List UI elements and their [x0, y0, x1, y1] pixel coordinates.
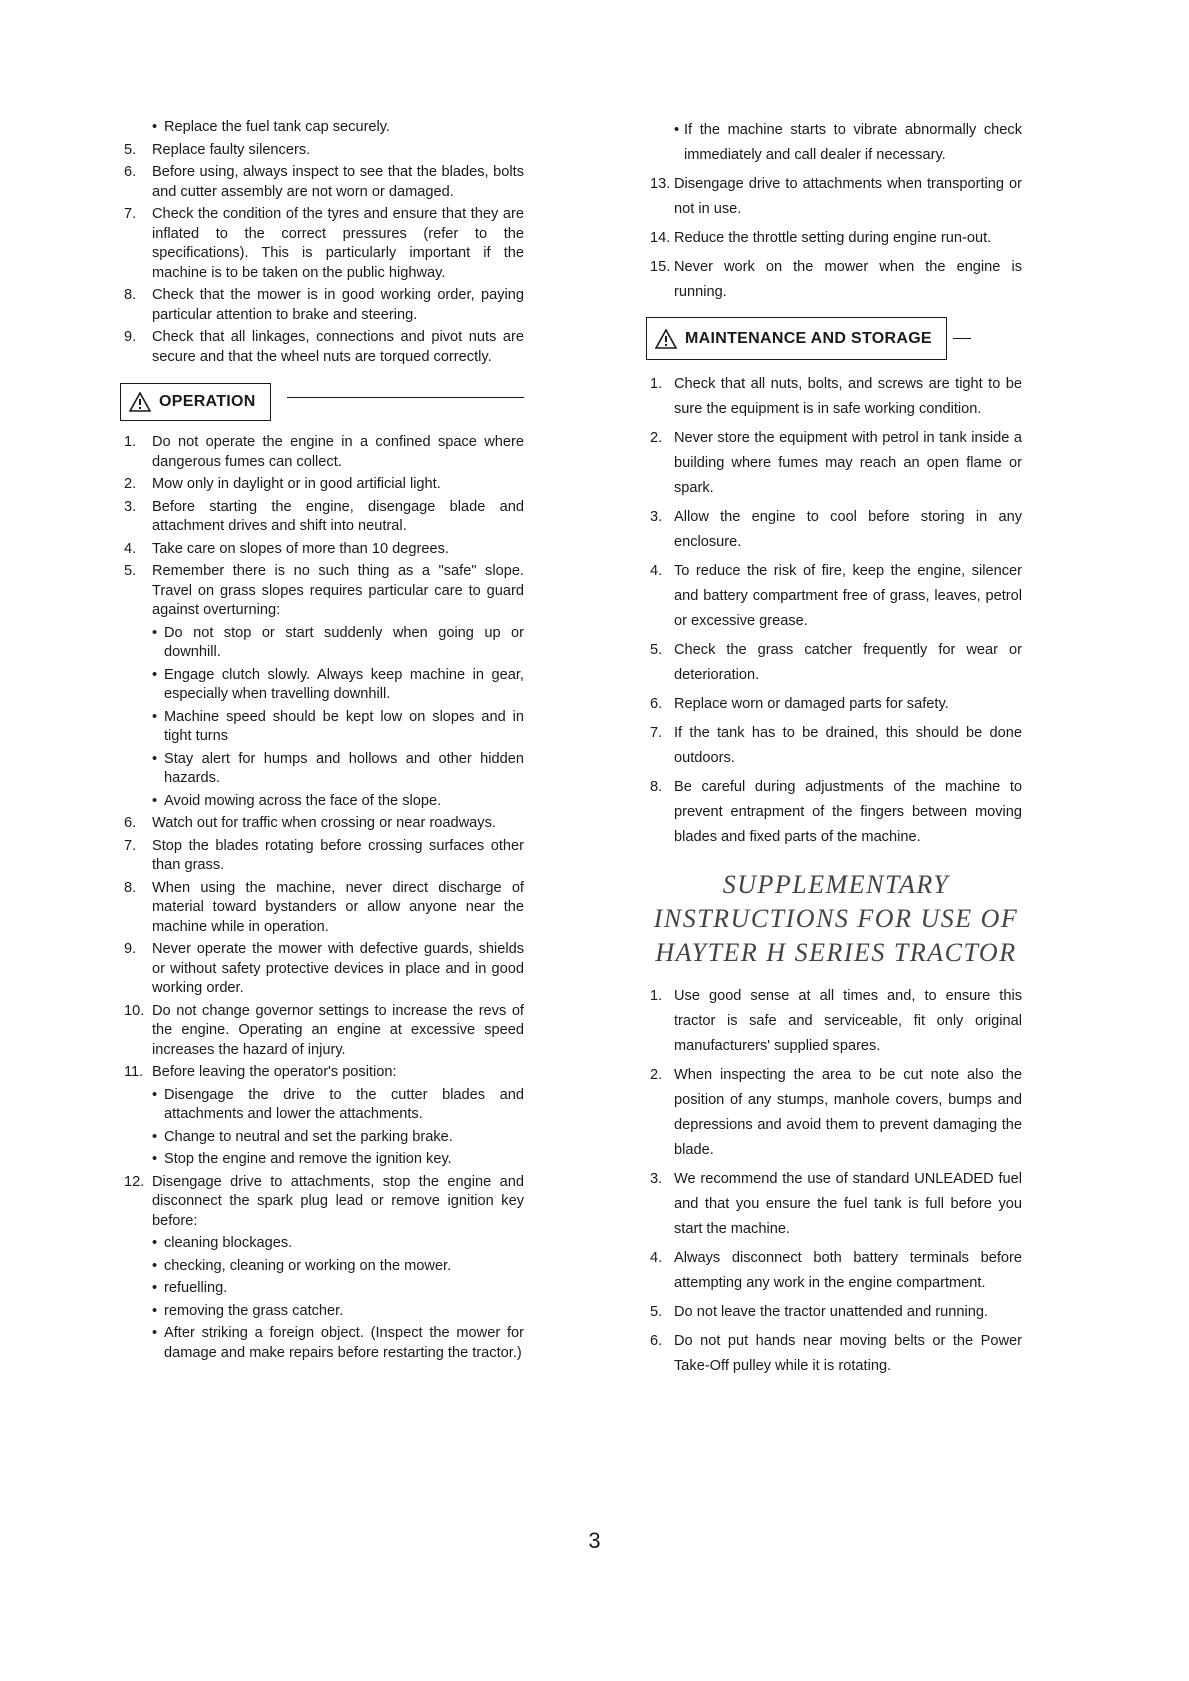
- list-item: 6. Replace worn or damaged parts for safety.: [650, 696, 949, 712]
- list-item: 7. If the tank has to be drained, this should be done outdoors.: [650, 725, 1022, 766]
- list-item: 9. Check that all linkages, connections and pivot nuts are secure and that the wheel nuts are torqued correctly.: [124, 329, 524, 365]
- supplementary-title: SUPPLEMENTARY INSTRUCTIONS FOR USE OF HAYTER H SERIES TRACTOR: [653, 870, 1019, 967]
- list-item: 4. Take care on slopes of more than 10 degrees.: [124, 540, 449, 557]
- list-bullet: • refuelling.: [152, 1280, 228, 1296]
- list-bullet: • Machine speed should be kept low on slopes and in tight turns: [152, 708, 524, 744]
- list-bullet: • cleaning blockages.: [152, 1235, 293, 1251]
- list-item: 5. Check the grass catcher frequently for wear or deterioration.: [650, 642, 1022, 683]
- list-bullet: • checking, cleaning or working on the mower.: [152, 1257, 452, 1274]
- list-item: 15. Never work on the mower when the engine is running.: [650, 259, 1022, 300]
- list-bullet: • Engage clutch slowly. Always keep machine in gear, especially when travelling downhill.: [152, 666, 524, 702]
- maintenance-heading: [646, 317, 1022, 360]
- list-bullet: • Avoid mowing across the face of the slope.: [152, 792, 442, 809]
- list-bullet: • Stop the engine and remove the ignition key.: [152, 1151, 452, 1167]
- divider: [287, 397, 524, 398]
- list-item: 6. Watch out for traffic when crossing or near roadways.: [124, 815, 496, 831]
- list-item: 3. Before starting the engine, disengage blade and attachment drives and shift into neutral.: [124, 498, 524, 534]
- page-number: 3: [588, 1528, 601, 1553]
- list-bullet: • If the machine starts to vibrate abnormally check immediately and call dealer if necessary.: [674, 122, 1022, 163]
- list-item: 9. Never operate the mower with defective guards, shields or without safety protective devices in place and in good working order.: [124, 941, 524, 996]
- list-item: 5. Do not leave the tractor unattended and running.: [650, 1304, 988, 1320]
- list-bullet: • Disengage the drive to the cutter blades and attachments and lower the attachments.: [152, 1086, 524, 1122]
- list-item: 2. Never store the equipment with petrol in tank inside a building where fumes may reach an open flame or spark.: [650, 430, 1022, 496]
- left-column: [124, 118, 524, 1366]
- list-item: 1. Check that all nuts, bolts, and screws are tight to be sure the equipment is in safe working condition.: [650, 376, 1022, 417]
- section-title: MAINTENANCE AND STORAGE: [685, 330, 932, 347]
- list-bullet: • Stay alert for humps and hollows and other hidden hazards.: [152, 750, 524, 786]
- list-item: 8. When using the machine, never direct discharge of material toward bystanders or allow anyone near the machine while in operation.: [124, 879, 524, 935]
- list-item: 6. Do not put hands near moving belts or the Power Take-Off pulley while it is rotating.: [650, 1333, 1022, 1374]
- warning-icon: [655, 329, 677, 349]
- list-bullet: • After striking a foreign object. (Inspect the mower for damage and make repairs before restarting the tractor.): [152, 1325, 524, 1361]
- list-item: 10. Do not change governor settings to increase the revs of the engine. Operating an engine at excessive speed increases the hazard of injury.: [124, 1002, 524, 1058]
- list-item: 12. Disengage drive to attachments, stop the engine and disconnect the spark plug lead or remove ignition key before:: [124, 1173, 524, 1229]
- list-item: 13. Disengage drive to attachments when transporting or not in use.: [650, 176, 1022, 217]
- list-bullet: • Do not stop or start suddenly when going up or downhill.: [152, 624, 524, 660]
- divider: [953, 338, 971, 339]
- list-item: 4. To reduce the risk of fire, keep the engine, silencer and battery compartment free of grass, leaves, petrol or excessive grease.: [650, 563, 1022, 629]
- list-item: 5. Remember there is no such thing as a "safe" slope. Travel on grass slopes requires particular care to guard against overturning:: [124, 563, 524, 618]
- list-item: 14. Reduce the throttle setting during engine run-out.: [650, 230, 992, 246]
- list-item: 3. We recommend the use of standard UNLEADED fuel and that you ensure the fuel tank is full before you start the machine.: [650, 1171, 1022, 1237]
- list-item: 6. Before using, always inspect to see that the blades, bolts and cutter assembly are not worn or damaged.: [124, 164, 524, 200]
- list-item: 5. Replace faulty silencers.: [124, 141, 311, 158]
- list-bullet: • removing the grass catcher.: [152, 1302, 344, 1319]
- list-item: 2. When inspecting the area to be cut note also the position of any stumps, manhole covers, bumps and depressions and avoid them to prevent damaging the blade.: [650, 1067, 1022, 1158]
- list-item: 7. Stop the blades rotating before crossing surfaces other than grass.: [124, 837, 524, 873]
- list-item: 8. Check that the mower is in good working order, paying particular attention to brake and steering.: [124, 287, 524, 323]
- list-item: 8. Be careful during adjustments of the machine to prevent entrapment of the fingers between moving blades and fixed parts of the machine.: [650, 779, 1022, 845]
- list-bullet: • Change to neutral and set the parking brake.: [152, 1128, 453, 1145]
- list-item: 7. Check the condition of the tyres and ensure that they are inflated to the correct pressures (refer to the specifications). This is particularly important if the machine is to be taken on the public highway.: [124, 206, 524, 281]
- list-item: 3. Allow the engine to cool before storing in any enclosure.: [650, 509, 1022, 550]
- list-item: 2. Mow only in daylight or in good artificial light.: [124, 476, 441, 492]
- list-bullet: • Replace the fuel tank cap securely.: [152, 119, 391, 135]
- section-title: OPERATION: [159, 393, 256, 411]
- list-item: 4. Always disconnect both battery terminals before attempting any work in the engine compartment.: [650, 1250, 1022, 1291]
- warning-icon: [129, 392, 151, 412]
- list-item: 11. Before leaving the operator's position:: [124, 1064, 397, 1080]
- right-column: [650, 118, 1022, 1383]
- list-item: 1. Use good sense at all times and, to ensure this tractor is safe and serviceable, fit only original manufacturers' supplied spares.: [650, 988, 1022, 1054]
- list-item: 1. Do not operate the engine in a confined space where dangerous fumes can collect.: [124, 434, 524, 470]
- operation-heading: [120, 383, 524, 421]
